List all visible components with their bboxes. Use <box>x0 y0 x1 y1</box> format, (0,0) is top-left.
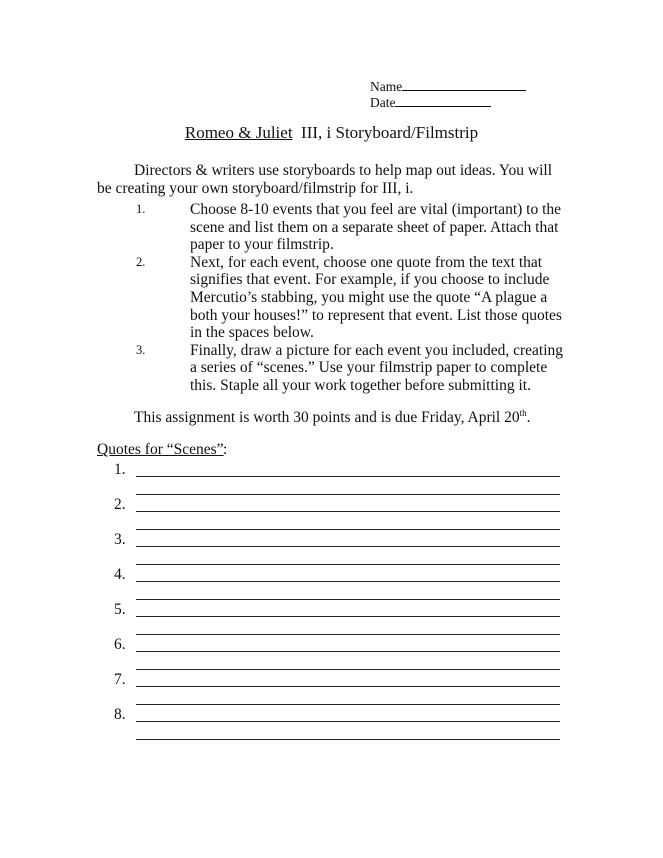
quote-number: 3. <box>114 531 126 548</box>
quote-answer-line[interactable] <box>136 721 560 722</box>
quote-answer-line[interactable] <box>136 739 560 740</box>
step-text <box>190 342 567 395</box>
step-line: signifies that event. For example, if you choose to include <box>190 271 550 289</box>
name-blank[interactable] <box>402 78 526 91</box>
quote-number: 5. <box>114 601 126 618</box>
step-line: in the spaces below. <box>190 324 314 342</box>
step-line: Choose 8-10 events that you feel are vital (important) to the <box>190 201 562 218</box>
quote-number: 1. <box>114 461 126 478</box>
step-2 <box>97 254 567 342</box>
quote-row <box>97 566 567 602</box>
intro-paragraph: Directors & writers use storyboards to help map out ideas. You will be creating your own storyboard/filmstrip for III, i. <box>97 162 553 197</box>
quote-number: 6. <box>114 636 126 653</box>
quote-answer-line[interactable] <box>136 669 560 670</box>
step-text <box>190 254 567 342</box>
step-text <box>190 201 567 254</box>
step-line: scene and list them on a separate sheet of paper. Attach that <box>190 218 559 236</box>
quote-row <box>97 601 567 637</box>
date-blank[interactable] <box>395 94 491 107</box>
due-date-note <box>134 409 531 427</box>
quote-answer-line[interactable] <box>136 686 560 687</box>
quote-row <box>97 671 567 707</box>
step-line: paper to your filmstrip. <box>190 236 334 254</box>
due-end: . <box>526 409 531 426</box>
quote-number: 2. <box>114 496 126 513</box>
step-1 <box>97 201 567 254</box>
step-number: 1. <box>136 202 146 216</box>
step-line: Mercutio’s stabbing, you might use the quote “A plague a <box>190 288 548 306</box>
quote-answer-line[interactable] <box>136 599 560 600</box>
quote-row <box>97 636 567 672</box>
quote-row <box>97 706 567 742</box>
date-field <box>370 94 491 111</box>
due-superscript: th <box>519 408 527 418</box>
quote-answer-line[interactable] <box>136 476 560 477</box>
quote-answer-line[interactable] <box>136 494 560 495</box>
instruction-steps <box>97 201 567 395</box>
name-label: Name <box>370 79 403 94</box>
quote-answer-line[interactable] <box>136 529 560 530</box>
step-line: both your houses!” to represent that event. List those quotes <box>190 306 562 324</box>
quotes-heading-colon: : <box>223 441 228 458</box>
step-line: a series of “scenes.” Use your filmstrip paper to complete <box>190 359 548 377</box>
due-text: This assignment is worth 30 points and is due Friday, April 20 <box>134 409 520 426</box>
quote-row <box>97 531 567 567</box>
step-number: 2. <box>136 254 146 269</box>
quote-row <box>97 461 567 497</box>
date-label: Date <box>370 95 396 110</box>
step-line: Finally, draw a picture for each event you included, creating <box>190 341 563 359</box>
quotes-heading-text: Quotes for “Scenes” <box>97 441 224 458</box>
quote-answer-line[interactable] <box>136 546 560 547</box>
step-number: 3. <box>136 342 146 357</box>
quote-answer-line[interactable] <box>136 564 560 565</box>
title-play: Romeo & Juliet <box>184 123 293 142</box>
title-rest: III, i Storyboard/Filmstrip <box>292 123 479 142</box>
quote-row <box>97 496 567 532</box>
quote-answer-line[interactable] <box>136 651 560 652</box>
quote-answer-line[interactable] <box>136 581 560 582</box>
step-3 <box>97 342 567 395</box>
quote-number: 8. <box>114 706 126 723</box>
page-title <box>0 122 663 144</box>
quote-answer-line[interactable] <box>136 634 560 635</box>
quote-answer-line[interactable] <box>136 704 560 705</box>
step-line: Next, for each event, choose one quote from the text that <box>190 253 543 271</box>
step-line: this. Staple all your work together before submitting it. <box>190 376 531 394</box>
quote-number: 4. <box>114 566 126 583</box>
quote-number: 7. <box>114 671 126 688</box>
name-field <box>370 78 526 95</box>
quote-answer-line[interactable] <box>136 616 560 617</box>
quote-answer-line[interactable] <box>136 511 560 512</box>
quotes-heading <box>97 441 224 459</box>
